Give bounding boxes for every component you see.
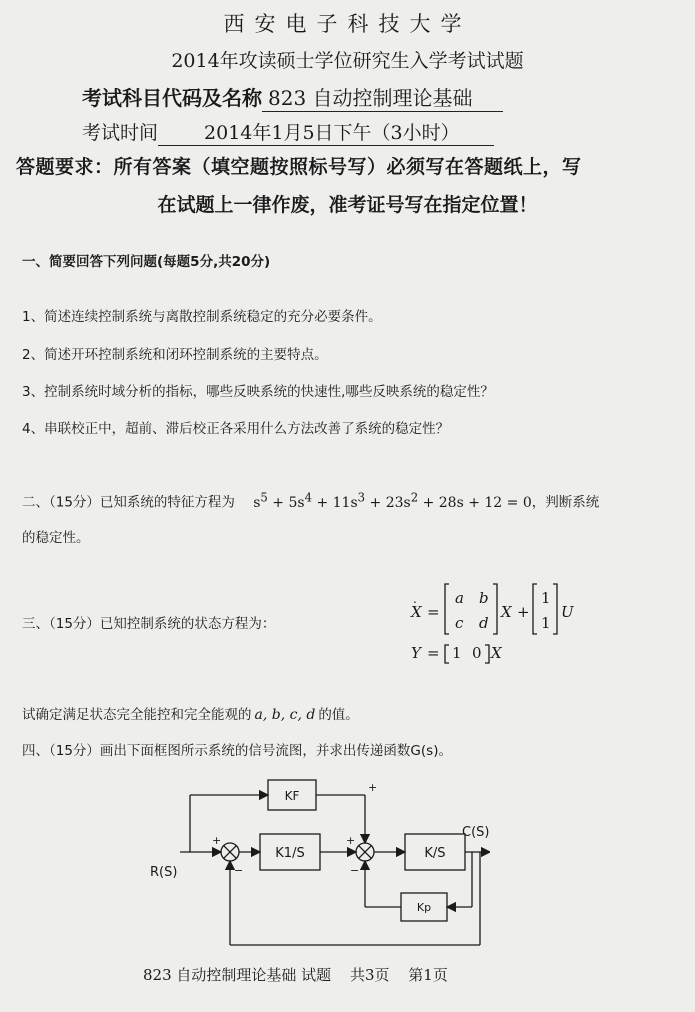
section2-prefix: 二、（15分）已知系统的特征方程为 [22,494,235,511]
svg-text:+: + [517,603,530,621]
university-name: 西安电子科技大学 [223,12,472,36]
input-label: R(S) [150,865,178,880]
svg-text:0: 0 [472,644,482,662]
requirement-line-2: 在试题上一律作废，准考证号写在指定位置！ [157,194,538,216]
subject-value: 823 自动控制理论基础 [262,82,503,112]
svg-text:X: X [411,603,422,621]
footer-page-number: 第1页 [408,966,448,984]
k1s-label: K1/S [275,846,305,861]
section3-conclusion-suffix: 的值。 [318,707,359,723]
svg-text:−: − [234,864,244,877]
svg-text:+: + [346,834,356,847]
svg-text:c: c [455,614,464,632]
exam-title: 2014年攻读硕士学位研究生入学考试试题 [171,50,524,72]
svg-text:−: − [350,864,360,877]
svg-text:1: 1 [541,614,551,632]
question-3: 3、控制系统时域分析的指标，哪些反映系统的快速性,哪些反映系统的稳定性？ [22,384,494,400]
svg-text:d: d [479,614,489,632]
question-1: 1、简述连续控制系统与离散控制系统稳定的充分必要条件。 [22,309,382,325]
subject-label: 考试科目代码及名称 [82,86,262,110]
characteristic-equation: $s^5 + 5s^4 + 11s^3 + 23s^2 + 28s + 12 = 0$ [253,490,532,511]
svg-text:1: 1 [541,589,551,607]
kf-label: KF [284,789,300,803]
svg-text:=: = [427,603,440,621]
output-label: C(S) [462,825,490,840]
ks-label: K/S [424,846,446,861]
subject-row [82,82,503,112]
section2-line2: 的稳定性。 [22,530,90,546]
section1-heading: 一、简要回答下列问题(每题5分,共20分) [22,254,271,270]
section3-conclusion-prefix: 试确定满足状态完全能控和完全能观的 [22,707,252,723]
section3-text: 三、（15分）已知控制系统的状态方程为： [22,616,276,632]
kp-label: Kp [416,901,432,914]
section2-suffix: ，判断系统 [531,494,600,511]
section4-text: 四、（15分）画出下面框图所示系统的信号流图，并求出传递函数G(s)。 [22,743,452,759]
footer-total-pages: 共3页 [349,966,390,984]
state-equation [405,578,605,670]
svg-text:X: X [491,644,502,662]
time-label: 考试时间 [82,122,159,144]
svg-text:X: X [501,603,512,621]
question-4: 4、串联校正中，超前、滞后校正各采用什么方法改善了系统的稳定性？ [22,421,450,437]
block-diagram [150,770,490,950]
question-2: 2、简述开环控制系统和闭环控制系统的主要特点。 [22,347,328,363]
time-value: 2014年1月5日下午（3小时） [158,118,494,146]
svg-text:U: U [561,603,574,621]
svg-text:+: + [212,834,222,847]
section2-text [22,490,599,511]
footer-title: 823 自动控制理论基础 试题 [143,966,332,984]
svg-text:.: . [413,592,417,606]
svg-text:a: a [455,589,464,607]
page-footer [143,964,462,985]
parameters-abcd: a, b, c, d [254,707,316,723]
svg-text:+: + [368,781,378,794]
requirement-line-1: 答题要求：所有答案（填空题按照标号写）必须写在答题纸上，写 [16,156,582,178]
svg-text:b: b [479,589,489,607]
svg-text:1: 1 [452,644,462,662]
time-row [82,118,494,146]
svg-text:=: = [427,644,440,662]
svg-text:Y: Y [411,644,421,662]
section3-conclusion [22,703,359,723]
